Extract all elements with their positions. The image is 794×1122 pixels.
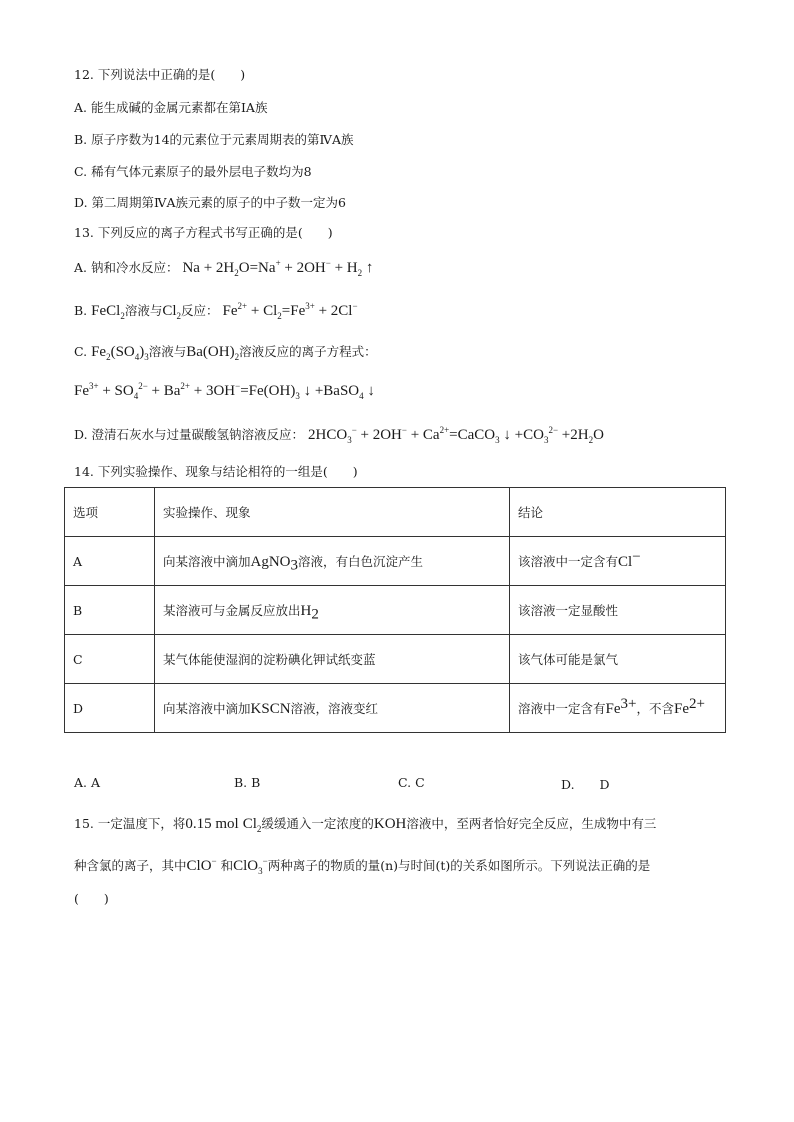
q14-answer-d: D. D <box>561 777 610 792</box>
row-option: B <box>65 586 155 635</box>
q14-answer-a: A. A <box>74 775 101 790</box>
table-row <box>65 684 726 733</box>
row-option: D <box>65 684 155 733</box>
q12-option-a: A. 能生成碱的金属元素都在第ⅠA族 <box>74 100 268 115</box>
row-operation: 某气体能使湿润的淀粉碘化钾试纸变蓝 <box>155 635 510 684</box>
q15-line2: 种含氯的离子，其中ClO− 和ClO$_3$−两种离子的物质的量(n)与时间(t)的关系如图所示。下列说法正确的是 <box>74 856 651 876</box>
q12-stem: 12. 下列说法中正确的是( ) <box>74 67 246 82</box>
q14-stem: 14. 下列实验操作、现象与结论相符的一组是( ) <box>74 464 358 479</box>
q15-line3: ( ) <box>74 891 109 906</box>
q13-option-b: B. FeCl$_2$溶液与$Cl_2$反应： $Fe^{2+} + Cl_2=Fe^{3+} + 2Cl^-$ <box>74 301 358 321</box>
table-row <box>65 635 726 684</box>
equation-b: $Fe^{2+} + Cl_2=Fe^{3+} + 2Cl^-$ <box>222 301 358 321</box>
q13-option-d: D. 澄清石灰水与过量碳酸氢钠溶液反应： $2HCO_3^- + 2OH^-$ + $Ca^{2+}=CaCO_3$ ↓ $+CO_3^{2-} +2H_2O$ <box>74 425 604 445</box>
equation-d: $2HCO_3^- + 2OH^-$ + $Ca^{2+}=CaCO_3$ ↓ $+CO_3^{2-} +2H_2O$ <box>308 425 604 445</box>
row-operation: 向某溶液中滴加AgNO$_3$溶液，有白色沉淀产生 <box>155 537 510 586</box>
q12-option-d: D. 第二周期第ⅣA族元素的原子的中子数一定为6 <box>74 195 346 210</box>
row-operation: 向某溶液中滴加KSCN溶液，溶液变红 <box>155 684 510 733</box>
row-conclusion: 该气体可能是氯气 <box>510 635 726 684</box>
row-option: A <box>65 537 155 586</box>
table-header-row <box>65 488 726 537</box>
q14-answer-c: C. C <box>398 775 425 790</box>
q14-table <box>64 487 726 733</box>
q13-option-c: C. $Fe_2(SO_4)_3$溶液与$Ba(OH)_2$溶液反应的离子方程式： <box>74 344 377 362</box>
row-operation: 某溶液可与金属反应放出$H_2$ <box>155 586 510 635</box>
header-conclusion: 结论 <box>510 488 726 537</box>
header-operation: 实验操作、现象 <box>155 488 510 537</box>
q12-option-b: B. 原子序数为14的元素位于元素周期表的第ⅣA族 <box>74 132 354 147</box>
row-conclusion: 该溶液中一定含有Cl− <box>510 537 726 586</box>
q13-option-a: A. 钠和冷水反应： $Na + 2H_2O=Na^+ + 2OH^- + H_2$ ↑ <box>74 258 374 278</box>
row-conclusion: 该溶液一定显酸性 <box>510 586 726 635</box>
row-option: C <box>65 635 155 684</box>
table-row <box>65 586 726 635</box>
header-option: 选项 <box>65 488 155 537</box>
q13-option-c-equation: $Fe^{3+} + SO_4^{2-} + Ba^{2+} + 3OH^-=Fe(OH)_3$ ↓ +BaSO$_4$ ↓ <box>74 381 375 401</box>
q12-option-c: C. 稀有气体元素原子的最外层电子数均为8 <box>74 164 312 179</box>
q13-stem: 13. 下列反应的离子方程式书写正确的是( ) <box>74 225 333 240</box>
q14-answer-b: B. B <box>234 775 261 790</box>
table-row <box>65 537 726 586</box>
equation-a: $Na + 2H_2O=Na^+ + 2OH^- + H_2$ ↑ <box>182 258 374 278</box>
q15-line1: 15. 一定温度下，将0.15 mol $Cl_2$缓缓通入一定浓度的KOH溶液中，至两者恰好完全反应，生成物中有三 <box>74 816 657 834</box>
row-conclusion: 溶液中一定含有$Fe^{3+}$，不含$Fe^{2+}$ <box>510 684 726 733</box>
